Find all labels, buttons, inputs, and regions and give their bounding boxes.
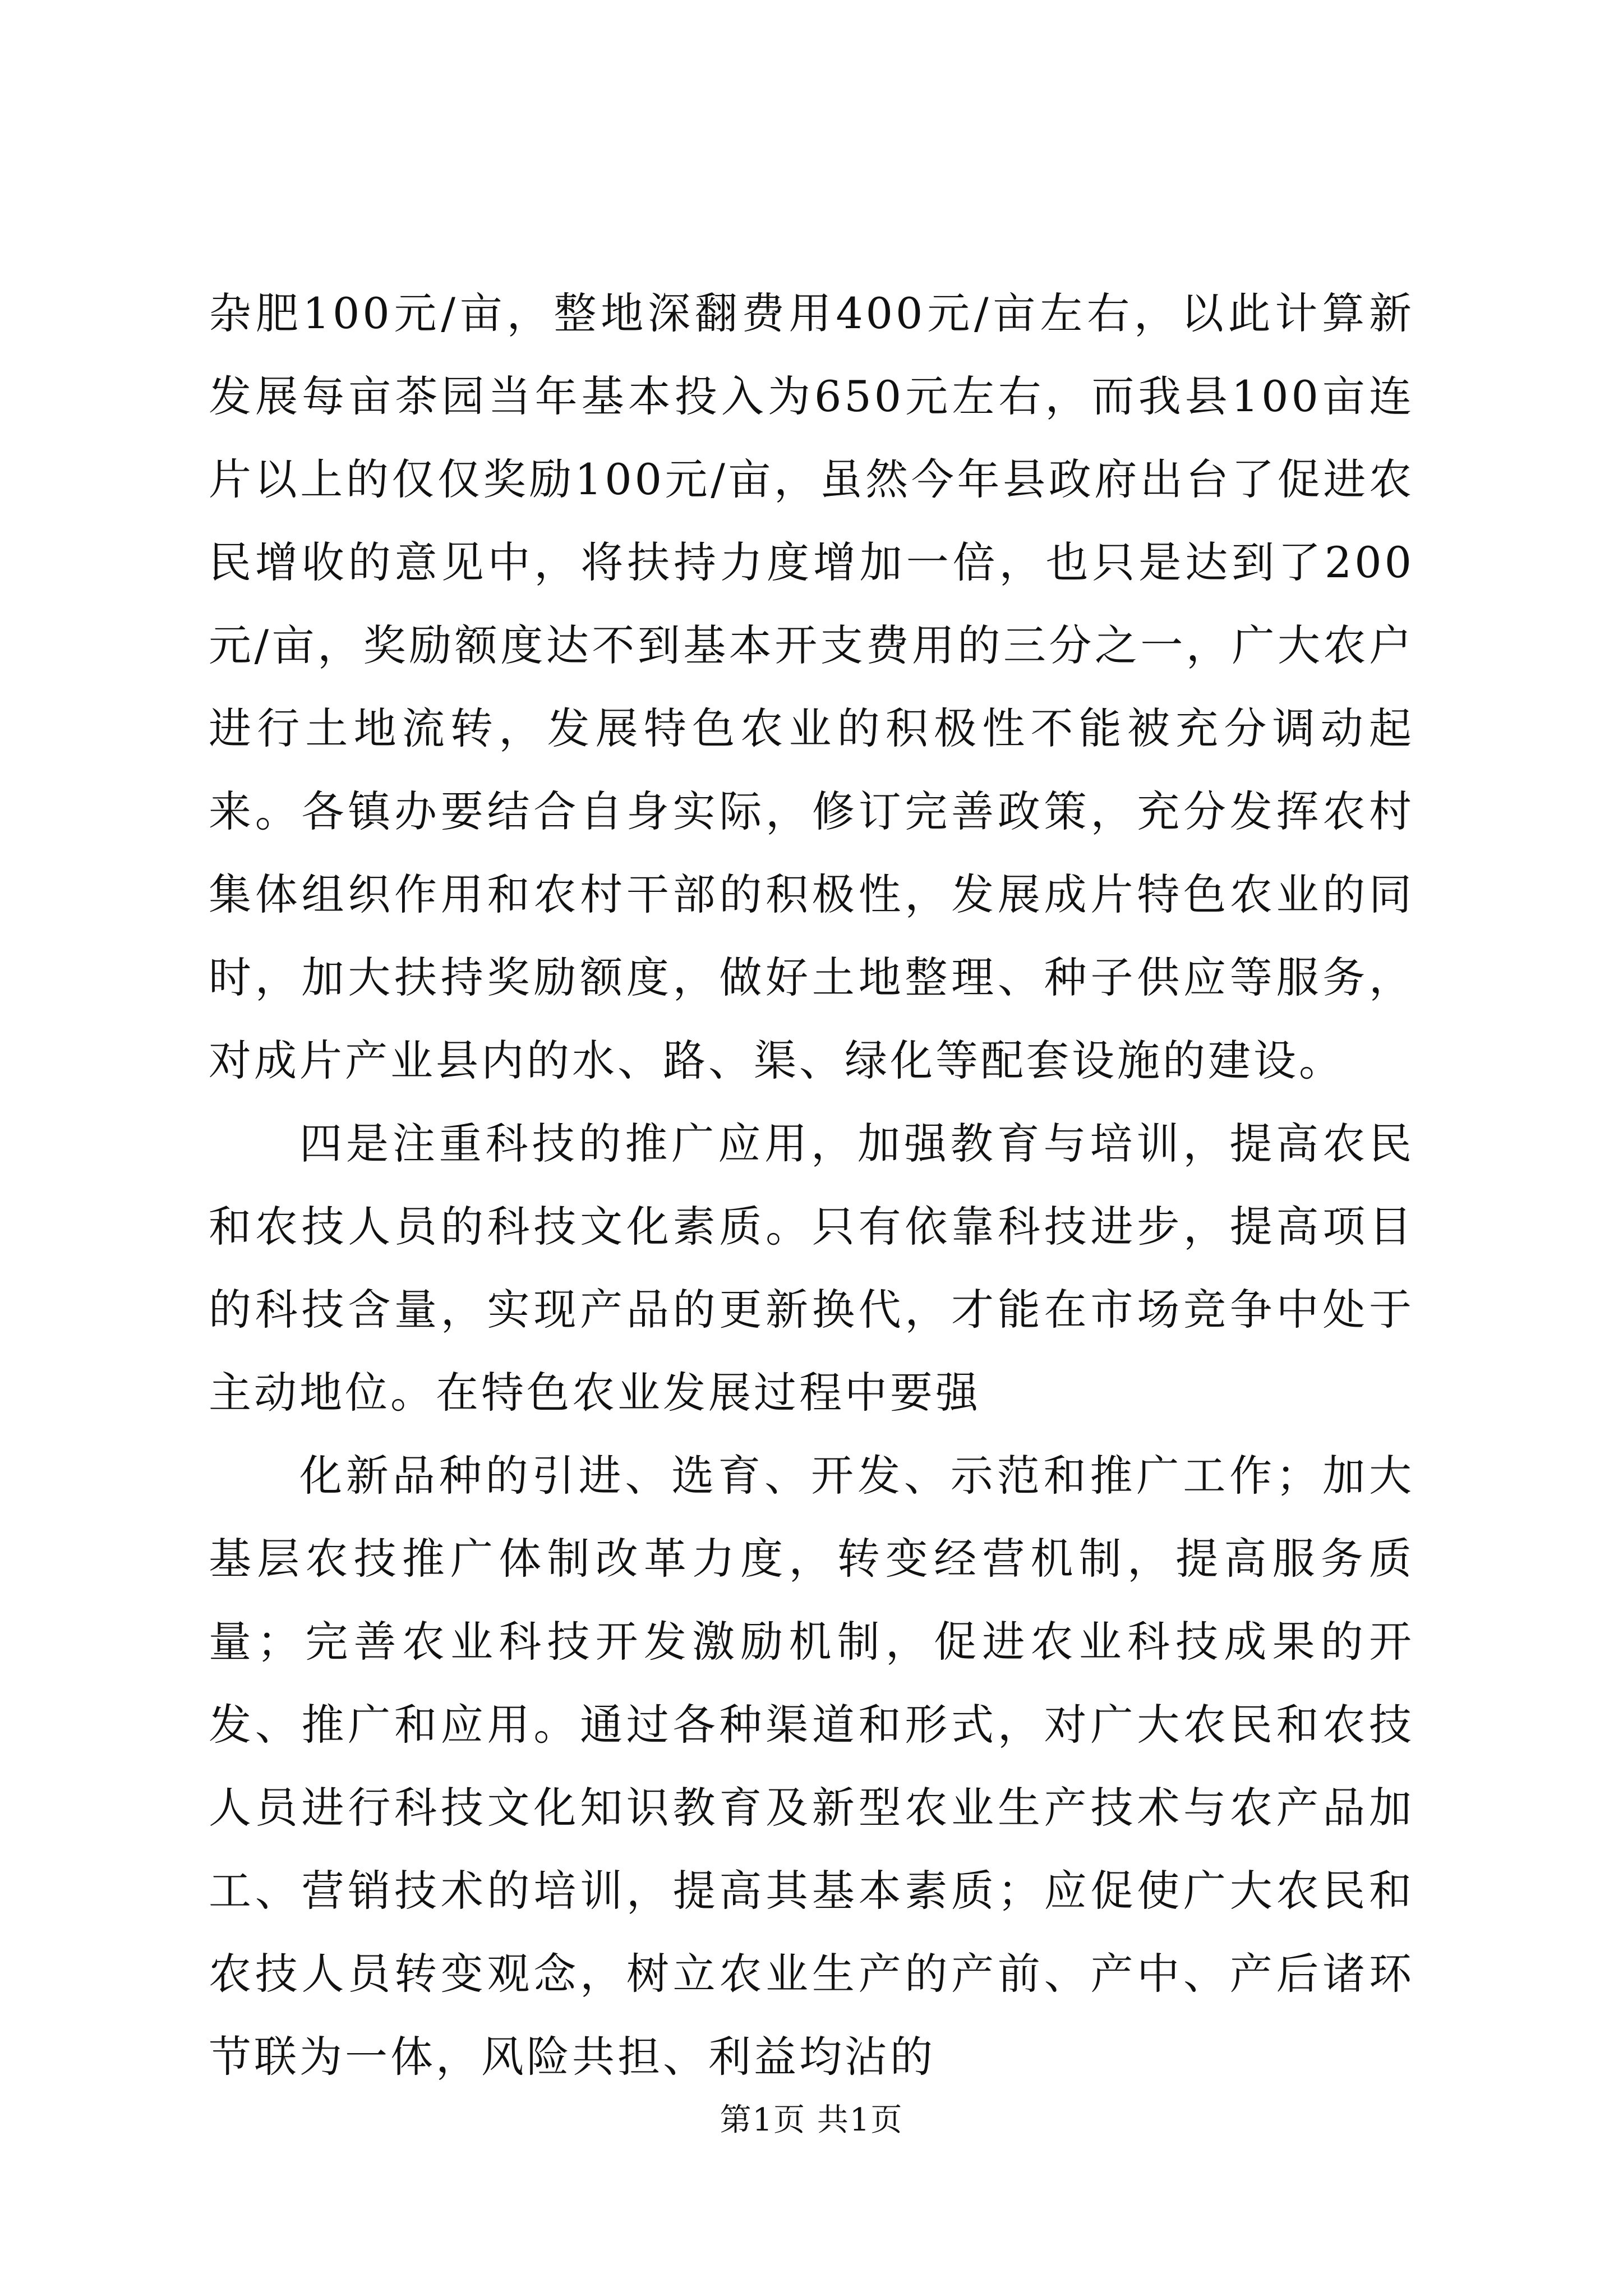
paragraph-2: 四是注重科技的推广应用，加强教育与培训，提高农民和农技人员的科技文化素质。只有依靠科技进步，提高项目的科技含量，实现产品的更新换代，才能在市场竞争中处于主动地位。在特色农业发展过程中要强 — [209, 1119, 1414, 1418]
paragraph-1: 杂肥100元/亩，整地深翻费用400元/亩左右，以此计算新发展每亩茶园当年基本投入为650元左右，而我县100亩连片以上的仅仅奖励100元/亩，虽然今年县政府出台了促进农民增收的意见中，将扶持力度增加一倍，也只是达到了200元/亩，奖励额度达不到基本开支费用的三分之一，广大农户进行土地流转，发展特色农业的积极性不能被充分调动起来。各镇办要结合自身实际，修订完善政策，充分发挥农村集体组织作用和农村干部的积极性，发展成片特色农业的同时，加大扶持奖励额度，做好土地整理、种子供应等服务，对成片产业县内的水、路、渠、绿化等配套设施的建设。 — [209, 288, 1414, 1085]
paragraph-3: 化新品种的引进、选育、开发、示范和推广工作；加大基层农技推广体制改革力度，转变经营机制，提高服务质量；完善农业科技开发激励机制，促进农业科技成果的开发、推广和应用。通过各种渠道和形式，对广大农民和农技人员进行科技文化知识教育及新型农业生产技术与农产品加工、营销技术的培训，提高其基本素质；应促使广大农民和农技人员转变观念，树立农业生产的产前、产中、产后诸环节联为一体，风险共担、利益均沾的 — [209, 1451, 1414, 2082]
page-footer: 第1页 共1页 — [720, 2102, 903, 2138]
document-body — [209, 272, 1414, 2099]
